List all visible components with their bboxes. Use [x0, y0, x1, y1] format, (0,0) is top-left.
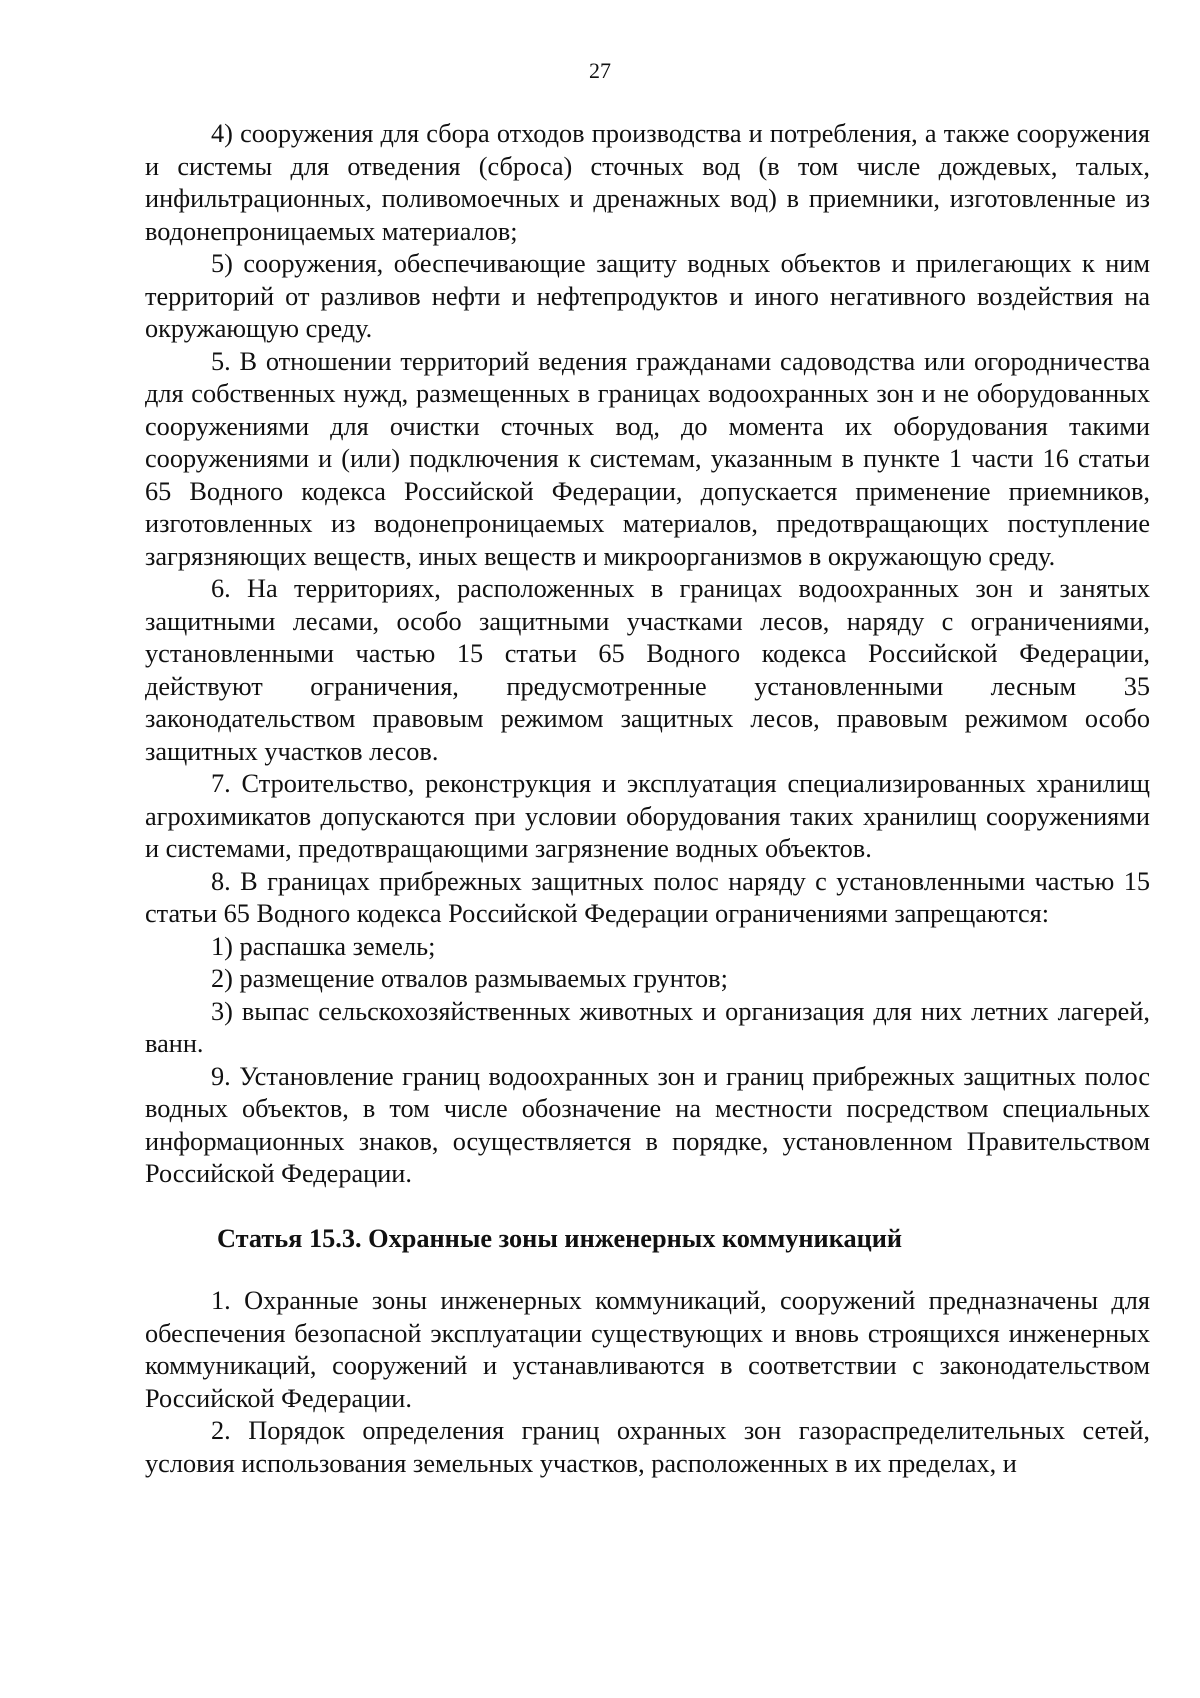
paragraph-article-point-2: 2. Порядок определения границ охранных зон газораспределительных сетей, условия использования земельных участков, расположенных в их пределах, и — [145, 1416, 1150, 1478]
paragraph-point-7: 7. Строительство, реконструкция и эксплуатация специализированных хранилищ агрохимикатов допускаются при условии оборудования таких хранилищ сооружениями и системами, предотвращающими загрязнение водных объектов. — [145, 769, 1150, 863]
paragraph-subitem-3: 3) выпас сельскохозяйственных животных и организация для них летних лагерей, ванн. — [145, 996, 1150, 1058]
paragraph-subitem-1: 1) распашка земель; — [211, 931, 436, 961]
paragraph-article-point-1: 1. Охранные зоны инженерных коммуникаций, сооружений предназначены для обеспечения безопасной эксплуатации существующих и вновь строящихся инженерных коммуникаций, сооружений и устанавливаются в соответствии с законодательством Российской Федерации. — [145, 1286, 1150, 1413]
page-number: 27 — [589, 58, 611, 83]
paragraph-subitem-2: 2) размещение отвалов размываемых грунтов; — [211, 964, 728, 993]
paragraph-item-5: 5) сооружения, обеспечивающие защиту водных объектов и прилегающих к ним территорий от разливов нефти и нефтепродуктов и иного негативного воздействия на окружающую среду. — [145, 249, 1150, 343]
paragraph-point-8: 8. В границах прибрежных защитных полос наряду с установленными частью 15 статьи 65 Водного кодекса Российской Федерации ограничениями запрещаются: — [145, 866, 1150, 928]
paragraph-point-6: 6. На территориях, расположенных в границах водоохранных зон и занятых защитными лесами, особо защитными участками лесов, наряду с ограничениями, установленными частью 15 статьи 65 Водного кодекса Российской Федерации, действуют ограничения, предусмотренные установленными лесным 35 законодательством правовым режимом защитных лесов, правовым режимом особо защитных участков лесов. — [145, 574, 1150, 766]
document-body — [145, 118, 1150, 1480]
paragraph-point-9: 9. Установление границ водоохранных зон и границ прибрежных защитных полос водных объектов, в том числе обозначение на местности посредством специальных информационных знаков, осуществляется в порядке, установленном Правительством Российской Федерации. — [145, 1061, 1150, 1188]
paragraph-item-4: 4) сооружения для сбора отходов производства и потребления, а также сооружения и системы для отведения (сброса) сточных вод (в том числе дождевых, талых, инфильтрационных, поливомоечных и дренажных вод) в приемники, изготовленные из водонепроницаемых материалов; — [145, 119, 1150, 246]
article-heading: Статья 15.3. Охранные зоны инженерных коммуникаций — [217, 1223, 903, 1253]
paragraph-point-5: 5. В отношении территорий ведения гражданами садоводства или огородничества для собственных нужд, размещенных в границах водоохранных зон и не оборудованных сооружениями для очистки сточных вод, до момента их оборудования такими сооружениями и (или) подключения к системам, указанным в пункте 1 части 16 статьи 65 Водного кодекса Российской Федерации, допускается применение приемников, изготовленных из водонепроницаемых материалов, предотвращающих поступление загрязняющих веществ, иных веществ и микроорганизмов в окружающую среду. — [145, 346, 1150, 571]
